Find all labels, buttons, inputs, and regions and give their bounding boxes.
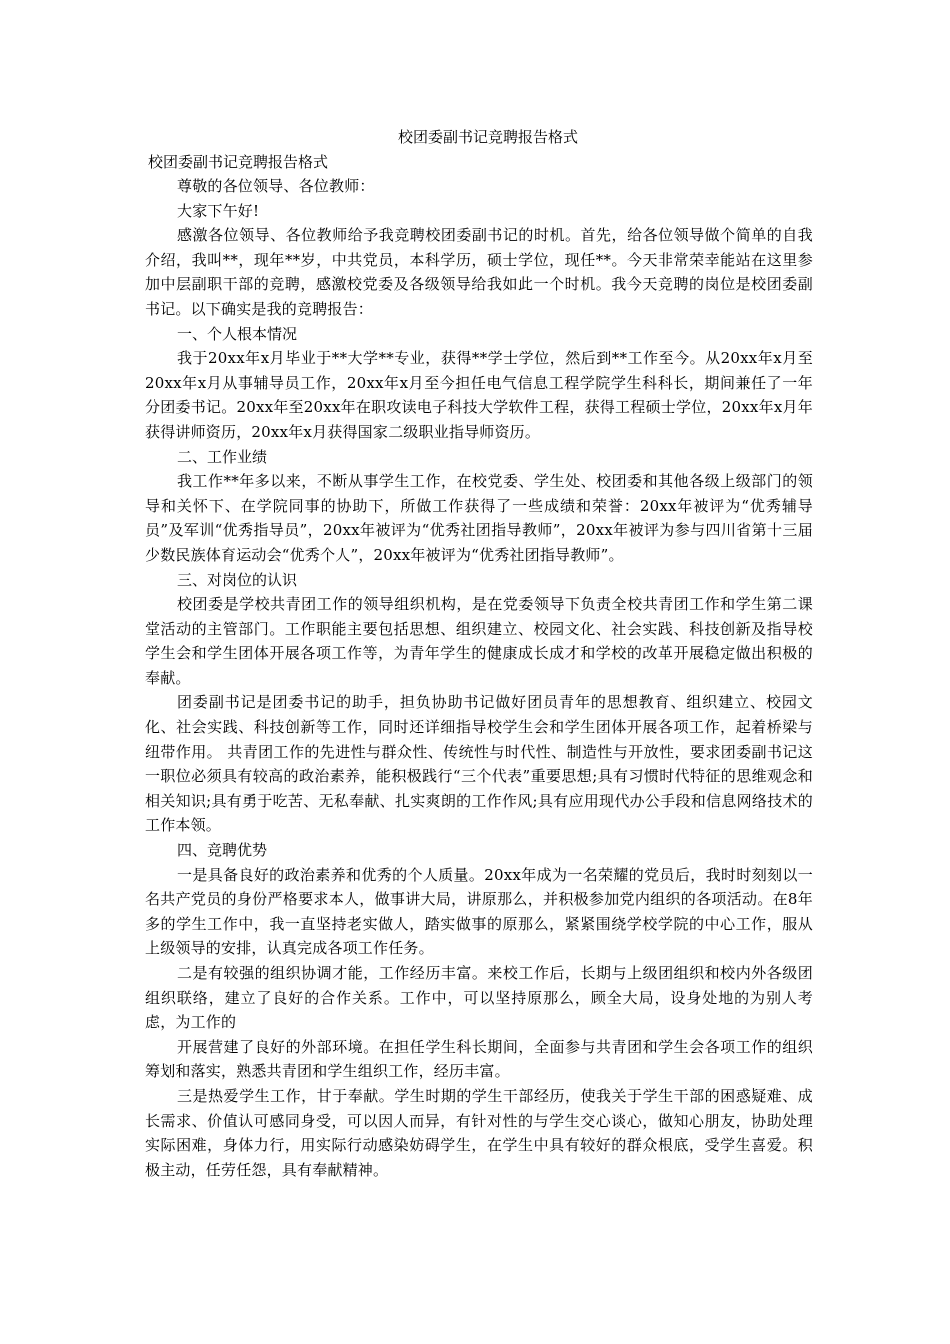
paragraph: 校团委是学校共青团工作的领导组织机构，是在党委领导下负责全校共青团工作和学生第二课堂活动的主管部门。工作职能主要包括思想、组织建立、校园文化、社会实践、科技创新及指导校学生会和学生团体开展各项工作等，为青年学生的健康成长成才和学校的改革开展稳定做出积极的奉献。 bbox=[145, 595, 813, 687]
paragraph: 二是有较强的组织协调才能，工作经历丰富。来校工作后，长期与上级团组织和校内外各级团组织联络，建立了良好的合作关系。工作中，可以坚持原那么，顾全大局，设身处地的为别人考虑，为工作的 bbox=[145, 964, 813, 1032]
section-heading: 一、个人根本情况 bbox=[177, 324, 298, 343]
paragraph: 团委副书记是团委书记的助手，担负协助书记做好团员青年的思想教育、组织建立、校园文化、社会实践、科技创新等工作，同时还详细指导校学生会和学生团体开展各项工作，起着桥梁与纽带作用。 共青团工作的先进性与群众性、传统性与时代性、制造性与开放性，要求团委副书记这一职位必须具有较高的政治素养，能积极践行“三个代表”重要思想;具有习惯时代特征的思维观念和相关知识;具有勇于吃苦、无私奉献、扎实爽朗的工作作风;具有应用现代办公手段和信息网络技术的工作本领。 bbox=[145, 693, 813, 835]
paragraph: 我于20xx年x月毕业于**大学**专业，获得**学士学位，然后到**工作至今。从20xx年x月至20xx年x月从事辅导员工作，20xx年x月至今担任电气信息工程学院学生科科长，期间兼任了一年分团委书记。20xx年至20xx年在职攻读电子科技大学软件工程，获得工程硕士学位，20xx年x月年获得讲师资历，20xx年x月获得国家二级职业指导师资历。 bbox=[145, 349, 813, 441]
paragraph: 一是具备良好的政治素养和优秀的个人质量。20xx年成为一名荣耀的党员后，我时时刻刻以一名共产党员的身份严格要求本人，做事讲大局，讲原那么，并积极参加党内组织的各项活动。在8年多的学生工作中，我一直坚持老实做人，踏实做事的原那么，紧紧围绕学校学院的中心工作，服从上级领导的安排，认真完成各项工作任务。 bbox=[145, 865, 813, 958]
paragraph: 开展营建了良好的外部环境。在担任学生科长期间，全面参与共青团和学生会各项工作的组织筹划和落实，熟悉共青团和学生组织工作，经历丰富。 bbox=[145, 1037, 813, 1081]
section-heading: 二、工作业绩 bbox=[177, 447, 268, 466]
paragraph: 我工作**年多以来，不断从事学生工作，在校党委、学生处、校团委和其他各级上级部门的领导和关怀下、在学院同事的协助下，所做工作获得了一些成绩和荣誉：20xx年被评为“优秀辅导员”及军训“优秀指导员”，20xx年被评为“优秀社团指导教师”，20xx年被评为参与四川省第十三届少数民族体育运动会“优秀个人”，20xx年被评为“优秀社团指导教师”。 bbox=[145, 472, 813, 564]
paragraph: 三是热爱学生工作，甘于奉献。学生时期的学生干部经历，使我关于学生干部的困惑疑难、成长需求、价值认可感同身受，可以因人而异，有针对性的与学生交心谈心，做知心朋友，协助处理实际困难，身体力行，用实际行动感染妨碍学生，在学生中具有较好的群众根底，受学生喜爱。积极主动，任劳任怨，具有奉献精神。 bbox=[145, 1086, 813, 1179]
document-page bbox=[145, 126, 813, 1182]
section-heading: 三、对岗位的认识 bbox=[177, 570, 298, 589]
greeting: 尊敬的各位领导、各位教师： bbox=[177, 177, 375, 195]
intro-paragraph: 感激各位领导、各位教师给予我竞聘校团委副书记的时机。首先，给各位领导做个简单的自我介绍，我叫**，现年**岁，中共党员，本科学历，硕士学位，现任**。今天非常荣幸能站在这里参加中层副职干部的竞聘，感激校党委及各级领导给我如此一个时机。我今天竞聘的岗位是校团委副书记。以下确实是我的竞聘报告： bbox=[145, 226, 813, 318]
document-subtitle: 校团委副书记竞聘报告格式 bbox=[148, 153, 329, 171]
section-heading: 四、竞聘优势 bbox=[177, 841, 268, 860]
salutation: 大家下午好! bbox=[177, 201, 260, 220]
document-title: 校团委副书记竞聘报告格式 bbox=[397, 128, 578, 146]
